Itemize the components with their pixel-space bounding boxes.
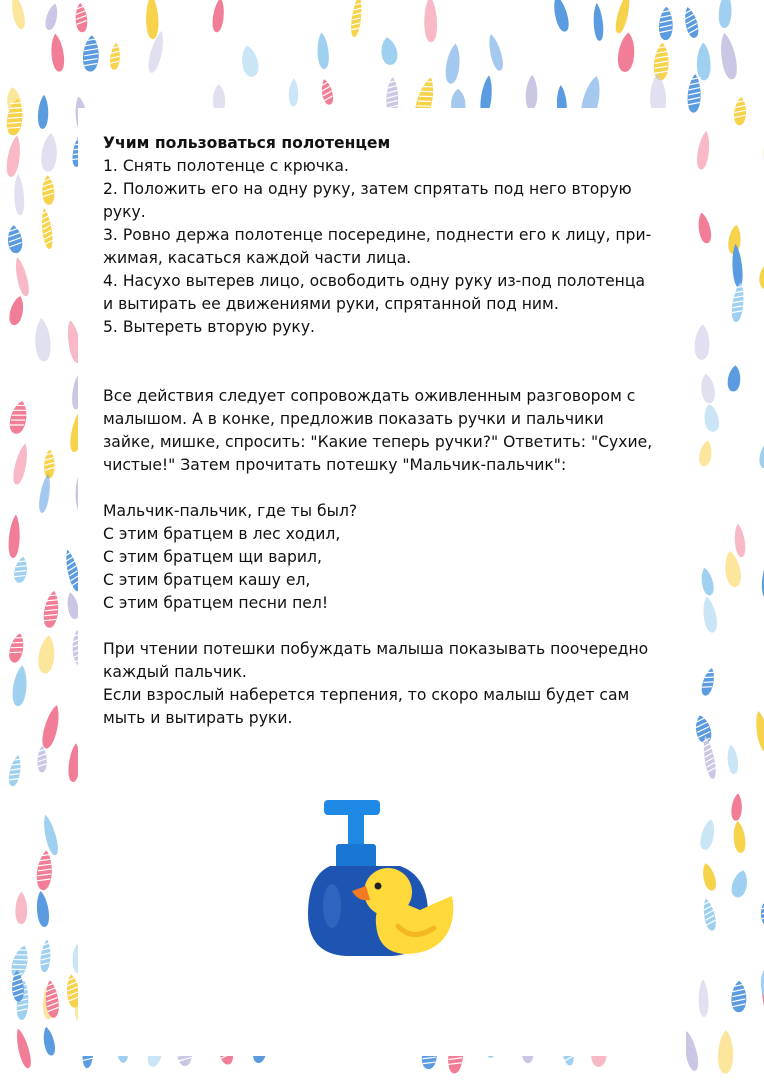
step-line: и вытирать ее движениями руки, спрятанной под ним.: [103, 295, 559, 313]
paragraph-line: Все действия следует сопровождать оживленным разговором с: [103, 387, 636, 405]
raindrop-shape: [8, 514, 22, 558]
paragraph-line: малышом. А в конке, предложив показать ручки и пальчики: [103, 410, 604, 428]
raindrop-shape: [44, 2, 61, 31]
raindrop-shape: [698, 439, 714, 467]
raindrop-shape: [37, 634, 57, 674]
paragraph-line: каждый пальчик.: [103, 663, 247, 681]
raindrop-shape: [444, 43, 462, 85]
feather-shape: [44, 449, 55, 478]
raindrop-shape: [289, 78, 299, 106]
raindrop-shape: [7, 295, 26, 327]
paragraph-line: При чтении потешки побуждать малыша показывать поочередно: [103, 640, 649, 658]
raindrop-shape: [145, 0, 159, 39]
raindrop-shape: [731, 793, 744, 821]
raindrop-shape: [550, 0, 571, 33]
closing-paragraph: [103, 638, 663, 730]
feather-shape: [36, 850, 54, 891]
raindrop-shape: [239, 44, 260, 78]
raindrop-shape: [11, 442, 31, 486]
step-line: 2. Положить его на одну руку, затем спрятать под него вторую: [103, 180, 632, 198]
raindrop-shape: [13, 1027, 33, 1069]
soap-bottle-duck-icon: [300, 796, 465, 964]
step-line: 3. Ровно держа полотенце посередине, поднести его к лицу, при-: [103, 226, 652, 244]
feather-shape: [74, 3, 88, 33]
paragraph-line: зайке, мишке, спросить: "Какие теперь ручки?" Ответить: "Сухие,: [103, 433, 653, 451]
duck-head: [364, 868, 412, 916]
feather-shape: [319, 78, 335, 106]
raindrop-shape: [761, 138, 764, 174]
raindrop-shape: [11, 665, 29, 707]
feather-shape: [8, 399, 30, 435]
raindrop-shape: [40, 132, 59, 172]
steps-list: [103, 155, 663, 339]
raindrop-shape: [379, 36, 399, 66]
feather-shape: [6, 225, 23, 254]
raindrop-shape: [316, 32, 330, 69]
feather-shape: [42, 175, 55, 205]
poem-line: С этим братцем щи варил,: [103, 548, 322, 566]
raindrop-shape: [758, 440, 764, 470]
poem: [103, 500, 663, 615]
document-text: [103, 132, 663, 730]
raindrop-shape: [694, 324, 710, 360]
raindrop-shape: [424, 0, 438, 42]
pump-stem: [348, 808, 364, 848]
feather-shape: [109, 42, 121, 70]
feather-shape: [730, 282, 746, 323]
feather-shape: [700, 667, 717, 697]
raindrop-shape: [698, 818, 717, 851]
raindrop-shape: [15, 892, 27, 924]
poem-line: С этим братцем песни пел!: [103, 594, 329, 612]
raindrop-shape: [13, 174, 25, 216]
paragraph-line: мыть и вытирать руки.: [103, 709, 293, 727]
feather-shape: [13, 556, 30, 584]
feather-shape: [733, 97, 747, 126]
raindrop-shape: [753, 710, 764, 753]
paragraph-line: Если взрослый наберется терпения, то скоро малыш будет сам: [103, 686, 630, 704]
raindrop-shape: [702, 403, 721, 433]
step-line: 1. Снять полотенце с крючка.: [103, 157, 349, 175]
raindrop-shape: [717, 32, 739, 81]
poem-line: С этим братцем кашу ел,: [103, 571, 311, 589]
raindrop-shape: [525, 75, 538, 111]
feather-shape: [687, 74, 702, 113]
raindrop-shape: [732, 820, 747, 853]
bottle-highlight: [323, 884, 341, 928]
step-line: руку.: [103, 203, 146, 221]
feather-shape: [350, 0, 364, 38]
duck-eye: [375, 883, 382, 890]
raindrop-shape: [729, 868, 750, 899]
raindrop-shape: [733, 523, 747, 558]
feather-shape: [653, 42, 670, 80]
raindrop-shape: [726, 744, 739, 775]
raindrop-shape: [40, 703, 63, 749]
feather-shape: [7, 754, 23, 787]
raindrop-shape: [37, 473, 52, 514]
raindrop-shape: [701, 596, 719, 634]
raindrop-shape: [696, 212, 713, 245]
step-line: 4. Насухо вытерев лицо, освободить одну руку из-под полотенца: [103, 272, 646, 290]
poem-line: Мальчик-пальчик, где ты был?: [103, 502, 358, 520]
raindrop-shape: [695, 130, 711, 170]
feather-shape: [39, 939, 51, 973]
raindrop-shape: [727, 365, 742, 392]
raindrop-shape: [5, 134, 23, 177]
poem-line: С этим братцем в лес ходил,: [103, 525, 341, 543]
raindrop-shape: [592, 3, 604, 41]
feather-shape: [682, 6, 701, 39]
raindrop-shape: [616, 32, 636, 73]
raindrop-shape: [211, 0, 226, 33]
actions-paragraph: [103, 385, 663, 477]
raindrop-shape: [761, 554, 764, 600]
raindrop-shape: [613, 0, 633, 34]
feather-shape: [659, 7, 674, 41]
raindrop-shape: [9, 0, 27, 30]
raindrop-shape: [759, 263, 764, 289]
raindrop-shape: [699, 373, 716, 404]
feather-shape: [42, 590, 61, 629]
feather-shape: [37, 746, 47, 773]
raindrop-shape: [41, 1026, 57, 1057]
raindrop-shape: [49, 33, 65, 72]
raindrop-shape: [699, 567, 715, 597]
raindrop-shape: [697, 42, 711, 80]
raindrop-shape: [40, 813, 60, 856]
paragraph-line: чистые!" Затем прочитать потешку "Мальчик-пальчик":: [103, 456, 567, 474]
raindrop-shape: [718, 1030, 734, 1074]
raindrop-shape: [146, 30, 167, 74]
document-title: Учим пользоваться полотенцем: [103, 134, 391, 152]
step-line: жимая, касаться каждой части лица.: [103, 249, 412, 267]
raindrop-shape: [698, 979, 709, 1017]
raindrop-shape: [12, 256, 31, 297]
step-line: 5. Вытереть вторую руку.: [103, 318, 316, 336]
raindrop-shape: [718, 0, 733, 28]
raindrop-shape: [37, 95, 49, 129]
feather-shape: [701, 898, 718, 932]
raindrop-shape: [34, 317, 52, 361]
feather-shape: [39, 207, 54, 249]
feather-shape: [82, 35, 100, 72]
raindrop-shape: [486, 33, 505, 72]
feather-shape: [701, 735, 718, 780]
raindrop-shape: [35, 890, 51, 927]
raindrop-shape: [700, 862, 718, 892]
feather-shape: [7, 632, 26, 664]
feather-shape: [693, 714, 713, 745]
feather-shape: [731, 981, 746, 1013]
feather-shape: [760, 897, 764, 926]
